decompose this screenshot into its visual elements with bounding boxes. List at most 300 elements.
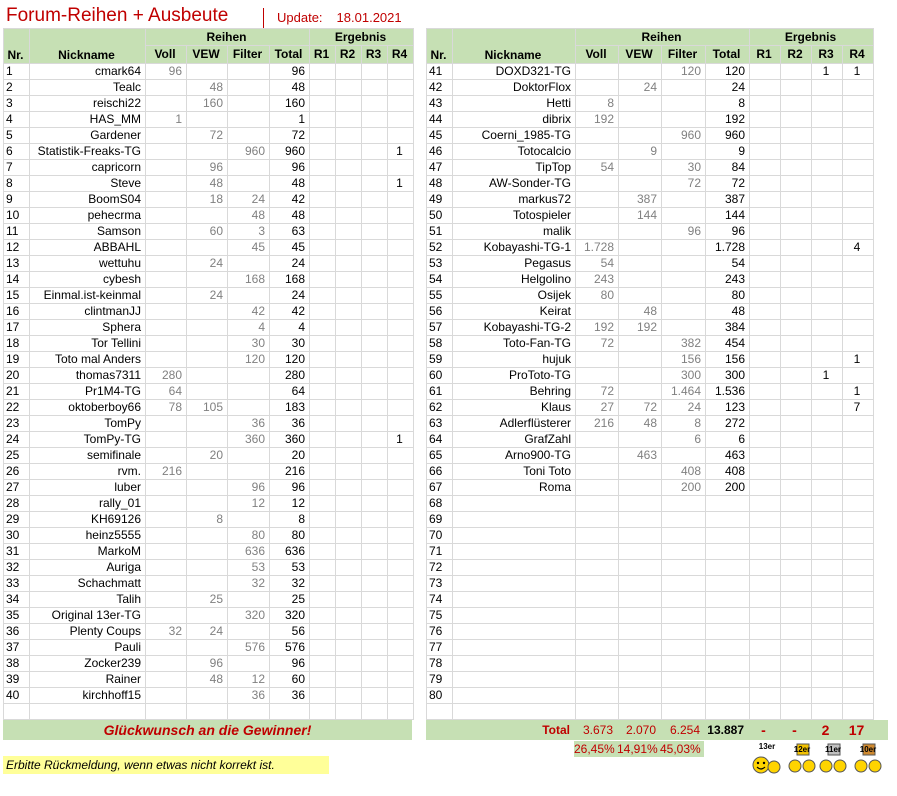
row-nr: 16	[4, 304, 30, 320]
row-filter	[662, 512, 706, 528]
row-nickname: Behring	[453, 384, 576, 400]
row-nr: 42	[427, 80, 453, 96]
row-total	[706, 544, 750, 560]
row-r4	[388, 208, 414, 224]
row-total: 72	[706, 176, 750, 192]
row-total: 24	[270, 256, 310, 272]
row-nickname: TipTop	[453, 160, 576, 176]
r4-trophy-icon: 10er	[853, 742, 883, 774]
row-nr: 31	[4, 544, 30, 560]
row-r3	[362, 64, 388, 80]
row-r2	[781, 464, 812, 480]
row-r4	[843, 576, 874, 592]
row-r2	[336, 688, 362, 704]
row-total: 9	[706, 144, 750, 160]
row-r4	[843, 224, 874, 240]
pct-voll: 26,45%	[574, 742, 615, 756]
row-total	[706, 560, 750, 576]
row-filter	[662, 256, 706, 272]
row-nickname: Plenty Coups	[30, 624, 146, 640]
row-voll	[146, 688, 187, 704]
row-nr: 28	[4, 496, 30, 512]
row-r2	[781, 272, 812, 288]
row-total: 84	[706, 160, 750, 176]
row-r3	[362, 304, 388, 320]
row-r3	[812, 624, 843, 640]
row-vew	[187, 496, 228, 512]
row-nickname: Samson	[30, 224, 146, 240]
row-total: 6	[706, 432, 750, 448]
table-row	[4, 448, 414, 464]
row-voll	[146, 512, 187, 528]
row-total: 42	[270, 304, 310, 320]
row-r2	[781, 240, 812, 256]
r4-header: R4	[843, 46, 874, 64]
filter-header: Filter	[662, 46, 706, 64]
row-nr: 73	[427, 576, 453, 592]
row-vew	[187, 576, 228, 592]
row-filter	[662, 320, 706, 336]
row-r4	[843, 592, 874, 608]
row-r3	[362, 544, 388, 560]
row-r4: 1	[388, 432, 414, 448]
row-r1	[750, 448, 781, 464]
table-row	[4, 656, 414, 672]
row-r3	[362, 432, 388, 448]
row-r1	[310, 384, 336, 400]
row-filter	[228, 624, 270, 640]
row-r4	[388, 496, 414, 512]
row-filter: 200	[662, 480, 706, 496]
row-voll	[146, 592, 187, 608]
row-r2	[336, 656, 362, 672]
row-r3	[812, 608, 843, 624]
row-r3	[362, 320, 388, 336]
row-nickname: HAS_MM	[30, 112, 146, 128]
row-r3	[362, 80, 388, 96]
row-vew: 105	[187, 400, 228, 416]
total-label: Total	[542, 723, 570, 737]
row-r1	[310, 96, 336, 112]
empty-cell	[187, 704, 228, 720]
table-row	[4, 384, 414, 400]
row-r1	[310, 624, 336, 640]
row-r3	[812, 688, 843, 704]
row-r3	[812, 96, 843, 112]
row-r3	[812, 496, 843, 512]
row-nickname: Talih	[30, 592, 146, 608]
row-nickname: Kobayashi-TG-1	[453, 240, 576, 256]
row-nickname: ProToto-TG	[453, 368, 576, 384]
row-nickname: Auriga	[30, 560, 146, 576]
row-filter: 12	[228, 672, 270, 688]
row-r3	[362, 528, 388, 544]
row-vew: 72	[187, 128, 228, 144]
row-nickname: Helgolino	[453, 272, 576, 288]
row-filter: 120	[662, 64, 706, 80]
row-voll	[146, 576, 187, 592]
row-r3	[362, 224, 388, 240]
row-voll	[576, 576, 619, 592]
row-r4	[388, 464, 414, 480]
row-r3	[812, 416, 843, 432]
row-r2	[336, 144, 362, 160]
row-filter	[662, 624, 706, 640]
row-vew	[187, 464, 228, 480]
row-total: 272	[706, 416, 750, 432]
table-row	[427, 224, 874, 240]
row-nickname: Roma	[453, 480, 576, 496]
row-filter: 320	[228, 608, 270, 624]
row-vew	[187, 336, 228, 352]
row-nr: 46	[427, 144, 453, 160]
row-filter: 30	[662, 160, 706, 176]
row-r3	[362, 576, 388, 592]
row-nr: 47	[427, 160, 453, 176]
row-r4	[388, 416, 414, 432]
row-vew: 387	[619, 192, 662, 208]
row-total: 96	[706, 224, 750, 240]
r3-header: R3	[812, 46, 843, 64]
reihen-header: Reihen	[146, 29, 310, 46]
row-r1	[310, 640, 336, 656]
row-r1	[750, 320, 781, 336]
table-row	[427, 640, 874, 656]
row-r1	[310, 144, 336, 160]
row-vew	[187, 688, 228, 704]
row-voll	[146, 288, 187, 304]
row-filter: 32	[228, 576, 270, 592]
row-total: 96	[270, 64, 310, 80]
row-nickname: MarkoM	[30, 544, 146, 560]
row-nr: 17	[4, 320, 30, 336]
row-r4	[388, 560, 414, 576]
row-vew	[619, 656, 662, 672]
row-voll	[146, 256, 187, 272]
row-nickname: Toto mal Anders	[30, 352, 146, 368]
row-filter	[228, 176, 270, 192]
table-row	[427, 544, 874, 560]
table-row	[4, 256, 414, 272]
row-total: 216	[270, 464, 310, 480]
row-nickname: Arno900-TG	[453, 448, 576, 464]
row-voll	[146, 96, 187, 112]
row-voll	[576, 352, 619, 368]
table-row	[427, 480, 874, 496]
row-nickname: Totospieler	[453, 208, 576, 224]
row-r2	[781, 656, 812, 672]
row-r3	[362, 672, 388, 688]
row-r1	[750, 288, 781, 304]
row-vew: 160	[187, 96, 228, 112]
row-voll: 54	[576, 256, 619, 272]
row-filter	[662, 288, 706, 304]
row-vew	[619, 64, 662, 80]
row-voll: 72	[576, 384, 619, 400]
r2-trophy-icon: 12er	[787, 742, 817, 774]
row-r2	[781, 224, 812, 240]
row-nr: 60	[427, 368, 453, 384]
row-vew	[619, 96, 662, 112]
table-row	[4, 176, 414, 192]
row-filter	[662, 96, 706, 112]
row-voll	[146, 656, 187, 672]
row-filter	[662, 240, 706, 256]
row-nr: 2	[4, 80, 30, 96]
row-r4	[388, 656, 414, 672]
row-r3	[812, 224, 843, 240]
row-nickname	[453, 496, 576, 512]
row-filter	[662, 496, 706, 512]
row-vew	[187, 208, 228, 224]
row-r2	[336, 528, 362, 544]
row-total: 360	[270, 432, 310, 448]
row-r2	[336, 128, 362, 144]
table-row	[427, 144, 874, 160]
row-filter	[662, 592, 706, 608]
table-row	[4, 240, 414, 256]
row-r1	[750, 192, 781, 208]
row-total	[706, 576, 750, 592]
row-r3	[812, 240, 843, 256]
row-r4	[388, 576, 414, 592]
row-nickname	[453, 512, 576, 528]
row-r1	[310, 592, 336, 608]
row-r4	[843, 656, 874, 672]
table-row	[427, 80, 874, 96]
table-row	[427, 688, 874, 704]
ergebnis-header: Ergebnis	[750, 29, 874, 46]
row-voll: 78	[146, 400, 187, 416]
row-r3	[362, 464, 388, 480]
row-filter	[228, 368, 270, 384]
table-row	[427, 576, 874, 592]
row-nickname	[453, 592, 576, 608]
row-total: 408	[706, 464, 750, 480]
row-total: 25	[270, 592, 310, 608]
row-voll	[146, 160, 187, 176]
row-vew	[619, 384, 662, 400]
row-r3	[812, 272, 843, 288]
row-filter	[662, 608, 706, 624]
row-total: 384	[706, 320, 750, 336]
row-r1	[750, 368, 781, 384]
row-r1	[750, 496, 781, 512]
row-r1	[750, 256, 781, 272]
row-nr: 15	[4, 288, 30, 304]
row-vew: 48	[187, 80, 228, 96]
pct-filter: 45,03%	[660, 742, 701, 756]
row-r3	[812, 128, 843, 144]
row-nr: 65	[427, 448, 453, 464]
row-filter: 96	[662, 224, 706, 240]
row-r2	[781, 688, 812, 704]
row-r4: 1	[843, 64, 874, 80]
row-voll: 1	[146, 112, 187, 128]
row-r1	[750, 576, 781, 592]
row-r2	[781, 192, 812, 208]
row-voll	[576, 480, 619, 496]
row-voll	[146, 208, 187, 224]
row-filter: 72	[662, 176, 706, 192]
row-total: 120	[706, 64, 750, 80]
row-vew	[619, 352, 662, 368]
row-nr: 25	[4, 448, 30, 464]
row-voll: 243	[576, 272, 619, 288]
row-r2	[336, 576, 362, 592]
row-r2	[781, 592, 812, 608]
row-total: 8	[270, 512, 310, 528]
row-nr: 67	[427, 480, 453, 496]
table-row	[427, 192, 874, 208]
row-r2	[781, 160, 812, 176]
row-nickname: Coerni_1985-TG	[453, 128, 576, 144]
table-row	[427, 464, 874, 480]
row-filter	[662, 112, 706, 128]
row-r3	[812, 432, 843, 448]
row-r1	[310, 128, 336, 144]
row-filter: 24	[662, 400, 706, 416]
r4-header: R4	[388, 46, 414, 64]
row-nr: 1	[4, 64, 30, 80]
row-r3	[362, 480, 388, 496]
row-r3	[812, 288, 843, 304]
row-total: 960	[270, 144, 310, 160]
row-voll	[146, 272, 187, 288]
row-total: 243	[706, 272, 750, 288]
empty-cell	[362, 704, 388, 720]
row-r4	[388, 128, 414, 144]
r1-header: R1	[310, 46, 336, 64]
table-row	[427, 208, 874, 224]
row-vew	[619, 176, 662, 192]
row-r1	[750, 624, 781, 640]
row-vew: 24	[619, 80, 662, 96]
row-vew: 463	[619, 448, 662, 464]
row-voll: 216	[146, 464, 187, 480]
row-r2	[781, 96, 812, 112]
row-vew: 144	[619, 208, 662, 224]
row-voll: 96	[146, 64, 187, 80]
row-total	[706, 624, 750, 640]
row-nr: 58	[427, 336, 453, 352]
row-r2	[336, 272, 362, 288]
table-row	[427, 400, 874, 416]
row-filter	[228, 512, 270, 528]
row-r4	[843, 336, 874, 352]
row-nr: 34	[4, 592, 30, 608]
row-vew	[619, 512, 662, 528]
row-r1	[750, 224, 781, 240]
row-nickname: Rainer	[30, 672, 146, 688]
row-r2	[336, 608, 362, 624]
nr-header: Nr.	[4, 29, 30, 64]
row-nickname: thomas7311	[30, 368, 146, 384]
row-r2	[781, 320, 812, 336]
row-vew	[619, 560, 662, 576]
row-filter: 12	[228, 496, 270, 512]
row-filter: 1.464	[662, 384, 706, 400]
row-r4	[843, 256, 874, 272]
row-nr: 45	[427, 128, 453, 144]
row-nickname: semifinale	[30, 448, 146, 464]
row-vew	[619, 496, 662, 512]
voll-header: Voll	[146, 46, 187, 64]
row-vew: 20	[187, 448, 228, 464]
row-r2	[336, 160, 362, 176]
row-total: 63	[270, 224, 310, 240]
row-total: 56	[270, 624, 310, 640]
row-vew	[187, 144, 228, 160]
row-filter: 576	[228, 640, 270, 656]
row-nickname: Pr1M4-TG	[30, 384, 146, 400]
row-r4	[843, 624, 874, 640]
row-nickname: DoktorFlox	[453, 80, 576, 96]
row-filter	[662, 144, 706, 160]
row-r4	[843, 80, 874, 96]
empty-cell	[781, 704, 812, 720]
row-nr: 4	[4, 112, 30, 128]
row-vew: 48	[187, 672, 228, 688]
row-nr: 56	[427, 304, 453, 320]
row-nickname	[453, 672, 576, 688]
row-filter	[662, 576, 706, 592]
row-voll: 8	[576, 96, 619, 112]
update-date: 18.01.2021	[336, 10, 402, 25]
row-nr: 68	[427, 496, 453, 512]
row-filter: 6	[662, 432, 706, 448]
row-filter	[228, 80, 270, 96]
row-nickname: rally_01	[30, 496, 146, 512]
row-total: 48	[270, 176, 310, 192]
row-voll	[576, 672, 619, 688]
row-r4	[388, 512, 414, 528]
row-vew	[187, 432, 228, 448]
table-row	[427, 64, 874, 80]
row-voll	[576, 448, 619, 464]
row-r3	[362, 256, 388, 272]
empty-cell	[662, 704, 706, 720]
row-r2	[781, 608, 812, 624]
row-r2	[336, 192, 362, 208]
row-total	[706, 608, 750, 624]
row-r3	[362, 512, 388, 528]
row-nr: 13	[4, 256, 30, 272]
row-r4	[843, 176, 874, 192]
row-filter: 53	[228, 560, 270, 576]
row-r4	[843, 528, 874, 544]
row-vew	[619, 688, 662, 704]
row-nickname	[453, 528, 576, 544]
row-filter	[228, 656, 270, 672]
row-r4	[843, 320, 874, 336]
row-nr: 44	[427, 112, 453, 128]
row-r2	[781, 176, 812, 192]
total-r3: 2	[821, 722, 830, 738]
row-r1	[750, 400, 781, 416]
row-filter: 96	[228, 480, 270, 496]
row-nickname: Totocalcio	[453, 144, 576, 160]
row-nr: 8	[4, 176, 30, 192]
row-vew	[619, 592, 662, 608]
row-r1	[310, 608, 336, 624]
row-r1	[310, 272, 336, 288]
total-voll: 3.673	[582, 723, 613, 737]
row-voll	[146, 240, 187, 256]
row-nickname	[453, 640, 576, 656]
row-voll	[576, 368, 619, 384]
row-r3	[812, 544, 843, 560]
